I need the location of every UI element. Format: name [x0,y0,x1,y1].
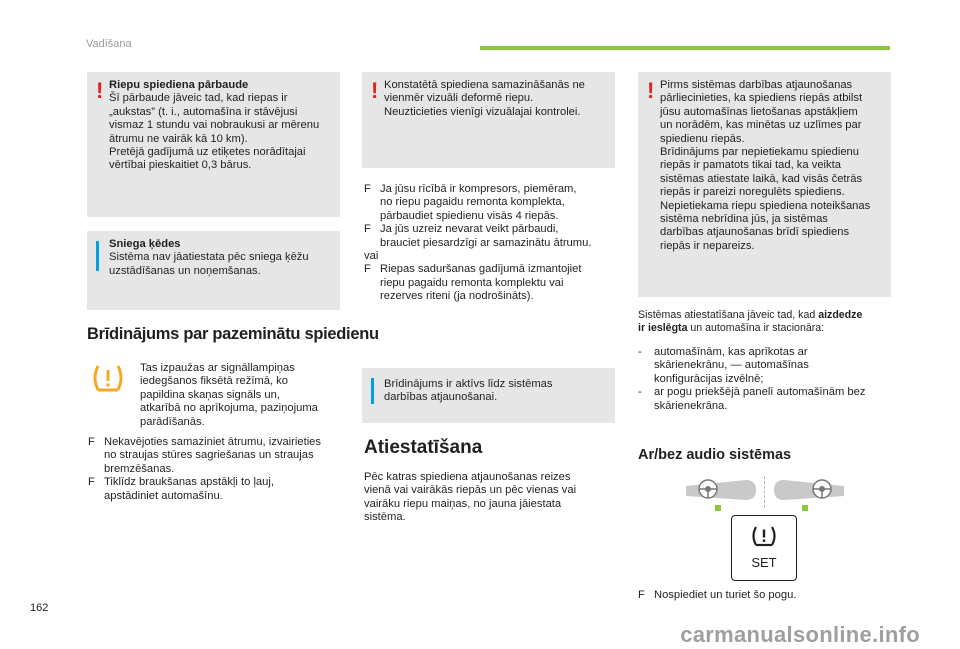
bullet-item [364,183,624,223]
reset-paragraph-line: vairāku riepu maiņas, no jauna jāiestata [364,497,562,510]
warning-line: Tas izpaužas ar signāllampiņas [140,362,295,374]
before-reset-line: Brīdinājums par nepietiekamu spiedienu [660,146,860,159]
snow-chains-box [87,231,340,310]
dash-item [638,346,898,386]
before-reset-line: pārliecinieties, ka spiediens riepās atbilst [660,92,863,105]
dash-line: automašīnām, kas aprīkotas ar [654,346,808,358]
ignition-on-text: ir ieslēgta [638,322,688,335]
reset-condition-text: un automašīna ir stacionāra: [687,322,825,335]
bullet-item [638,589,888,602]
info-bar-icon [96,241,99,271]
bullet-mark: F [88,436,95,448]
set-button[interactable] [731,515,797,581]
reset-paragraph-line: Pēc katras spiediena atjaunošanas reizes [364,471,571,483]
button-marker-right [802,505,808,511]
reset-condition-text: Sistēmas atiestatīšana jāveic tad, kad [638,309,819,321]
snow-chains-line: Sistēma nav jāatiestata pēc sniega ķēžu [109,251,309,264]
dashboard-right-icon [772,476,844,504]
reset-condition-paragraph [638,309,890,336]
before-reset-box [638,72,891,297]
bullet-mark: F [88,476,95,489]
before-reset-line: Pirms sistēmas darbības atjaunošanas [660,79,853,91]
bullet-item [88,436,348,476]
snow-chains-title: Sniega ķēdes [109,238,181,250]
tyre-check-line: vērtībai pieskaitiet 0,3 bārus. [109,159,252,172]
bullet-line: brauciet piesardzīgi ar samazinātu ātrumu. [380,236,592,249]
watermark-text: carmanualsonline.info [0,622,960,649]
bullet-line: no straujas stūres sagriešanas un straujas [104,449,314,462]
tyre-pressure-icon [751,525,777,547]
bullet-line: bremzēšanas. [104,462,175,475]
before-reset-line: Nepietiekama riepu spiediena noteikšanas [660,199,871,212]
visual-check-line: vienmēr vizuāli deformē riepu. [384,92,534,105]
bullet-line: Nospiediet un turiet šo pogu. [654,589,797,601]
bullet-line: riepu pagaidu remonta komplektu vai [380,276,564,289]
before-reset-line: darbības atjaunošanas brīdī spiediens [660,226,850,239]
warning-line: iedegšanos fiksētā režīmā, ko [140,375,288,388]
dash-line: ar pogu priekšējā panelī automašīnām bez [654,386,866,399]
before-reset-line: jūsu automašīnas lietošanas apstākļiem [660,105,858,118]
bullet-mark: F [364,263,371,276]
visual-check-line: Neuzticieties vienīgi vizuālajai kontrolei. [384,105,581,118]
tyre-check-line: Pretējā gadījumā uz etiķetes norādītajai [109,146,306,159]
before-reset-line: riepās ir pamatots tikai tad, ka veikta [660,159,841,172]
dashboard-left-icon [686,476,758,504]
snow-chains-line: uzstādīšanas un noņemšanas. [109,264,261,277]
dash-line: konfigurācijas izvēlnē; [654,372,764,385]
tyre-check-title: Riepu spiediena pārbaude [109,79,249,91]
bullet-line: no riepu pagaidu remonta komplekta, [380,196,565,209]
section-title-low-pressure: Brīdinājums par pazeminātu spiedienu [87,325,379,343]
section-title-reset: Atiestatīšana [364,437,483,458]
visual-check-box [362,72,615,168]
warning-line: papildina skaņas signāls un, [140,388,280,401]
tyre-check-line: „aukstas” (t. i., automašīna ir stāvējusi [109,105,298,118]
reset-paragraph-line: vienā vai vairākās riepās un pēc vienas vai [364,484,577,497]
bullet-mark: F [364,223,371,236]
section-title-audio: Ar/bez audio sistēmas [638,447,792,463]
alert-active-box [362,368,615,423]
warning-exclamation-icon: ! [96,78,104,103]
dash-line: skārienekrānu, — automašīnas [654,359,809,372]
dash-line: skārienekrāna. [654,399,728,412]
dash-mark: - [638,386,642,399]
before-reset-line: sistēma nebrīdina jūs, ja sistēmas [660,213,828,226]
info-bar-icon [371,378,374,404]
bullet-item [88,476,348,503]
warning-line: atkarībā no aprīkojuma, paziņojuma [140,402,318,415]
dashboard-divider [764,476,765,508]
warning-line: parādīšanās. [140,415,205,428]
tyre-pressure-warning-icon [90,362,126,394]
bullet-line: Ja jūs uzreiz nevarat veikt pārbaudi, [380,223,559,236]
header-title: Vadīšana [86,38,132,50]
dash-item [638,386,898,413]
tyre-check-box [87,72,340,217]
bullet-item [364,223,624,250]
reset-paragraph-line: sistēma. [364,511,406,524]
tyre-check-line: Šī pārbaude jāveic tad, kad riepas ir [109,92,288,105]
bullet-line: Nekavējoties samaziniet ātrumu, izvairieties [104,436,321,448]
warning-exclamation-icon: ! [371,78,379,103]
before-reset-line: un norādēm, kas minētas uz uzlīmes par [660,119,862,132]
bullet-item [364,263,624,303]
set-button-label: SET [751,555,777,570]
bullet-line: apstādiniet automašīnu. [104,489,223,502]
before-reset-line: riepās ir pareizi noregulēts spiediens. [660,186,845,199]
bullet-line: Tiklīdz braukšanas apstākļi to ļauj, [104,476,274,489]
warning-exclamation-icon: ! [647,78,655,103]
bullet-mark: F [638,589,645,601]
bullet-line: rezerves riteni (ja nodrošināts). [380,290,534,303]
or-text: vai [364,250,379,263]
bullet-line: Ja jūsu rīcībā ir kompresors, piemēram, [380,183,577,195]
dash-mark: - [638,346,642,358]
visual-check-line: Konstatētā spiediena samazināšanās ne [384,79,585,91]
before-reset-line: riepās ir nepareizs. [660,239,755,252]
alert-active-line: darbības atjaunošanai. [384,391,498,404]
bullet-line: Riepas saduršanas gadījumā izmantojiet [380,263,582,276]
alert-active-line: Brīdinājums ir aktīvs līdz sistēmas [384,378,553,390]
before-reset-line: sistēmas atiestate laikā, kad visās četrās [660,172,863,185]
ignition-text: aizdedze [818,309,863,321]
page-number: 162 [30,602,49,614]
tyre-check-line: ātrumu ne vairāk kā 10 km). [109,132,248,145]
button-marker-left [715,505,721,511]
header-accent-bar [480,46,890,50]
bullet-line: pārbaudiet spiedienu visās 4 riepās. [380,209,559,222]
tyre-check-line: vismaz 1 stundu vai nobraukusi ar mērenu [109,119,320,132]
bullet-mark: F [364,183,371,195]
before-reset-line: spiedienu riepās. [660,132,745,145]
